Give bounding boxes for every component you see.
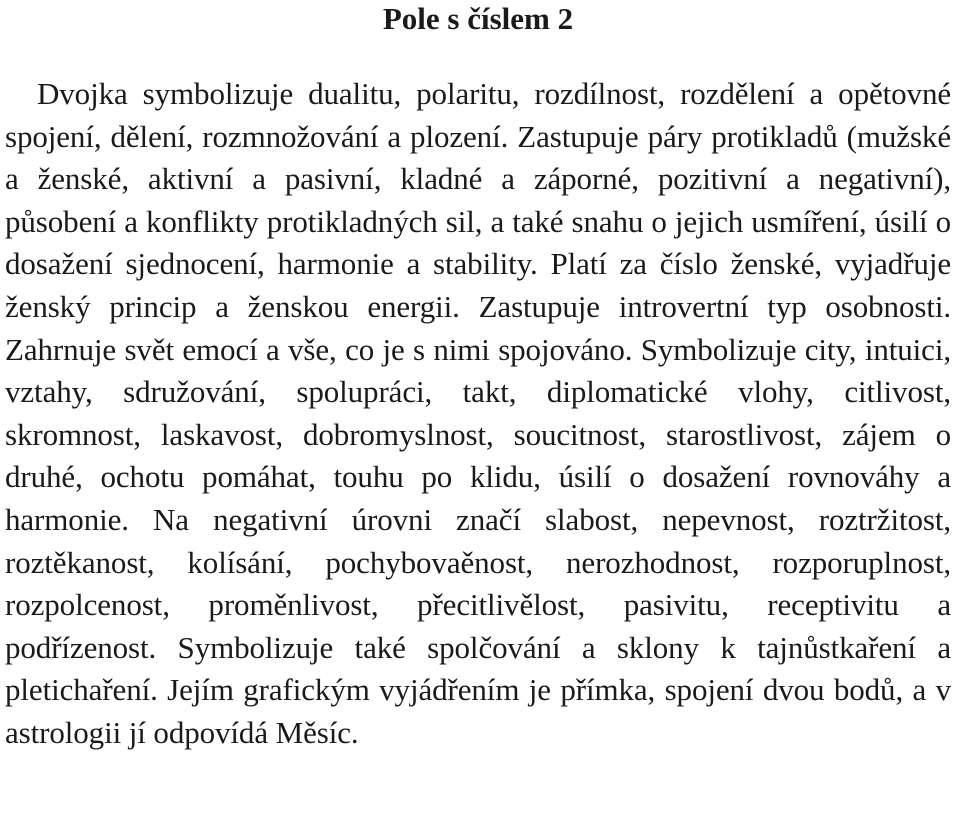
body-paragraph: Dvojka symbolizuje dualitu, polaritu, rozdílnost, rozdělení a opětovné spojení, dělení, rozmnožování a plození. Zastupuje páry protikladů (mužské a ženské, aktivní a pasivní, kladné a záporné, pozitivní a negativní), působení a konflikty protikladných sil, a také snahu o jejich usmíření, úsilí o dosažení sjednocení, harmonie a stability. Platí za číslo ženské, vyjadřuje ženský princip a ženskou energii. Zastupuje introvertní typ osobnosti. Zahrnuje svět emocí a vše, co je s nimi spojováno. Symbolizuje city, intuici, vztahy, sdružování, spolupráci, takt, diplomatické vlohy, citlivost, skromnost, laskavost, dobromyslnost, soucitnost, starostlivost, zájem o druhé, ochotu pomáhat, touhu po klidu, úsilí o dosažení rovnováhy a harmonie. Na negativní úrovni značí slabost, nepevnost, roztržitost, roztěkanost, kolísání, pochybovaěnost, nerozhodnost, rozporuplnost, rozpolcenost, proměnlivost, přecitlivělost, pasivitu, receptivitu a podřízenost. Symbolizuje také spolčování a sklony k tajnůstkaření a pletichaření. Jejím grafickým vyjádřením je přímka, spojení dvou bodů, a v astrologii jí odpovídá Měsíc.: [5, 76, 951, 750]
page-title: Pole s číslem 2: [382, 1, 574, 36]
